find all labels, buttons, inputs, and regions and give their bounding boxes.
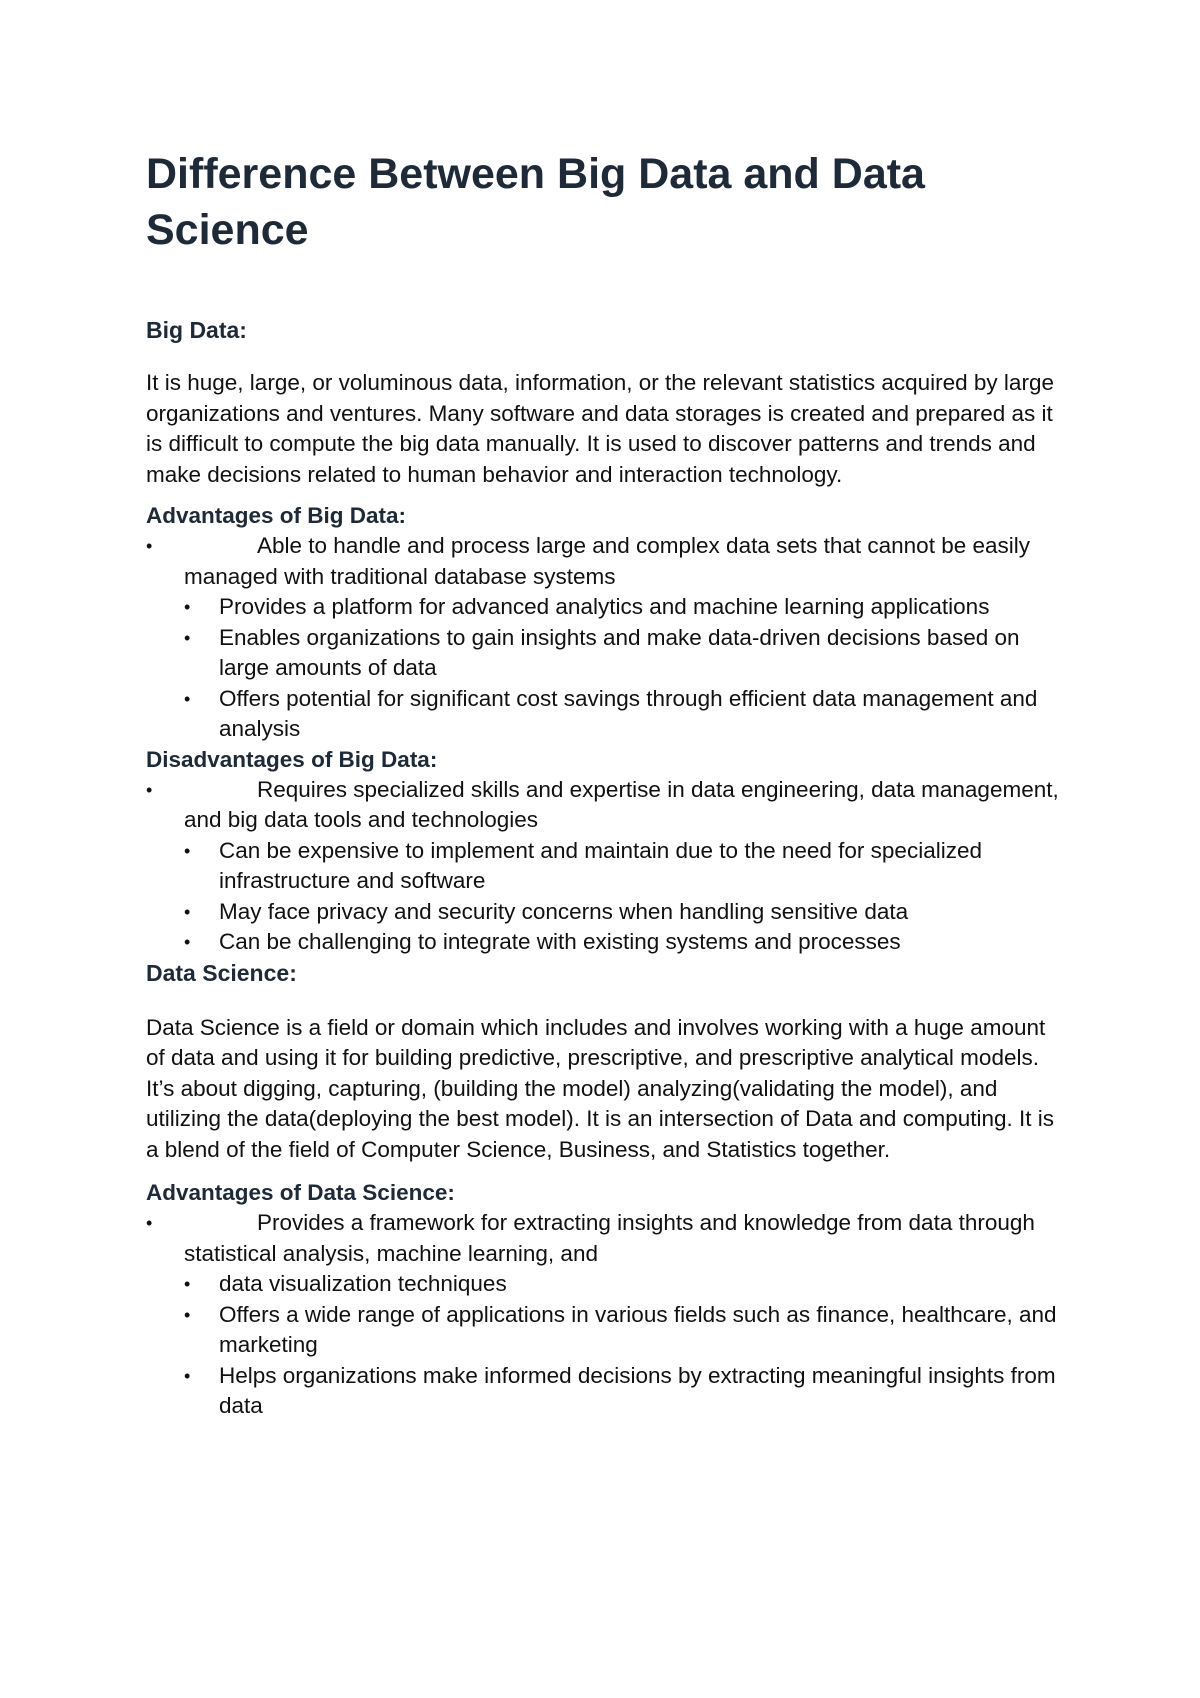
list-item [146,1361,1066,1422]
list-item [146,897,1066,928]
list-item-text: Offers potential for significant cost savings through efficient data management and analysis [219,685,1038,741]
list-item [146,1300,1066,1361]
list-item [146,836,1066,897]
list-item-text: data visualization techniques [219,1271,507,1296]
list-item-text: Provides a platform for advanced analytics and machine learning applications [219,594,990,619]
list-item-text: Requires specialized skills and expertise in data engineering, data management, and big data tools and technologies [184,776,1059,832]
list-item-text: Can be challenging to integrate with existing systems and processes [219,929,901,954]
bullet-icon: • [184,840,191,861]
list-item [146,592,1066,623]
disadvantages-big-data-list [146,775,1070,958]
list-item-text: Can be expensive to implement and maintain due to the need for specialized infrastructure and software [219,837,982,893]
list-item [146,1269,1066,1300]
list-item [146,531,1066,592]
advantages-big-data-heading: Advantages of Big Data: [146,503,407,528]
big-data-paragraph: It is huge, large, or voluminous data, information, or the relevant statistics acquired by large organizations and ventures. Many software and data storages is created and prepared as it is difficult to compute the big data manually. It is used to discover patterns and trends and make decisions related to human behavior and interaction technology. [146,370,1054,487]
bullet-icon: • [184,1274,191,1294]
advantages-big-data-list [146,531,1070,745]
bullet-icon: • [146,1213,153,1233]
big-data-heading: Big Data: [146,317,247,343]
bullet-icon: • [184,1304,191,1325]
bullet-icon: • [146,779,153,800]
bullet-icon: • [184,1365,191,1386]
data-science-paragraph: Data Science is a field or domain which includes and involves working with a huge amount of data and using it for building predictive, prescriptive, and prescriptive analytical models. It’s about digging, capturing, (building the model) analyzing(validating the model), and utilizing the data(deploying the best model). It is an intersection of Data and computing. It is a blend of the field of Computer Science, Business, and Statistics together. [146,1014,1055,1162]
disadvantages-big-data-heading: Disadvantages of Big Data: [146,746,438,772]
advantages-data-science-heading: Advantages of Data Science: [146,1180,455,1205]
bullet-icon: • [146,536,153,556]
list-item [146,775,1066,836]
advantages-data-science-list [146,1208,1070,1422]
list-item [146,927,1066,958]
list-item [146,1208,1066,1269]
list-item [146,684,1066,745]
bullet-icon: • [184,901,191,922]
list-item-text: Enables organizations to gain insights and make data-driven decisions based on large amounts of data [219,624,1020,680]
list-item-text: Helps organizations make informed decisions by extracting meaningful insights from data [219,1362,1056,1418]
bullet-icon: • [184,627,191,648]
data-science-heading: Data Science: [146,959,297,986]
list-item [146,623,1066,684]
document-title: Difference Between Big Data and Data Science [146,150,925,254]
bullet-icon: • [184,688,191,709]
list-item-text: May face privacy and security concerns when handling sensitive data [219,898,909,924]
list-item-text: Provides a framework for extracting insights and knowledge from data through statistical analysis, machine learning, and [184,1210,1035,1266]
bullet-icon: • [184,597,191,617]
list-item-text: Able to handle and process large and complex data sets that cannot be easily managed with traditional database systems [184,533,1030,589]
bullet-icon: • [184,932,191,952]
list-item-text: Offers a wide range of applications in various fields such as finance, healthcare, and marketing [219,1301,1057,1357]
